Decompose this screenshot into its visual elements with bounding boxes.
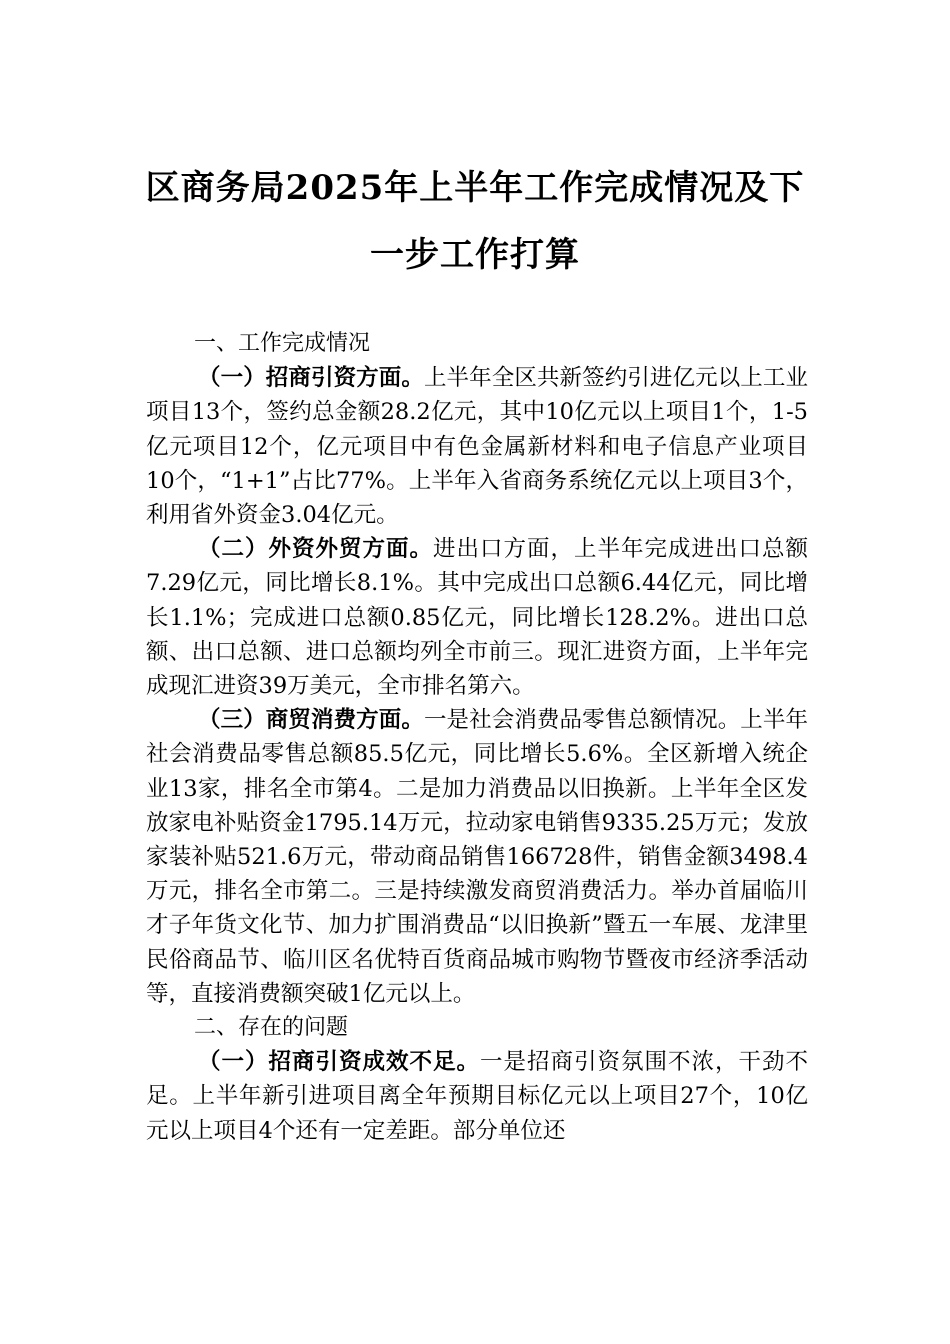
section-1-paragraph-3 (146, 703, 808, 1011)
document-title-line-1: 区商务局2025年上半年工作完成情况及下 (145, 168, 805, 208)
paragraph-text: 进出口方面，上半年完成进出口总额7.29亿元，同比增长8.1%。其中完成出口总额6.44亿元，同比增长1.1%；完成进口总额0.85亿元，同比增长128.2%。进出口总额、出口总额、进口总额均列全市前三。现汇进资方面，上半年完成现汇进资39万美元，全市排名第六。 (146, 536, 808, 700)
paragraph-lead: （一）招商引资方面。 (198, 365, 424, 392)
paragraph-lead: （一）招商引资成效不足。 (198, 1049, 480, 1076)
section-2-paragraph-1 (146, 1045, 808, 1148)
section-1-paragraph-2 (146, 532, 808, 703)
document-title-line-2: 一步工作打算 (370, 235, 580, 275)
paragraph-text: 一是社会消费品零售总额情况。上半年社会消费品零售总额85.5亿元，同比增长5.6%。全区新增入统企业13家，排名全市第4。二是加力消费品以旧换新。上半年全区发放家电补贴资金1795.14万元，拉动家电销售9335.25万元；发放家装补贴521.6万元，带动商品销售166728件，销售金额3498.4万元，排名全市第二。三是持续激发商贸消费活力。举办首届临川才子年货文化节、加力扩围消费品“以旧换新”暨五一车展、龙津里民俗商品节、临川区名优特百货商品城市购物节暨夜市经济季活动等，直接消费额突破1亿元以上。 (146, 707, 808, 1007)
paragraph-text: 一是招商引资氛围不浓，干劲不足。上半年新引进项目离全年预期目标亿元以上项目27个，10亿元以上项目4个还有一定差距。部分单位还 (146, 1049, 808, 1144)
paragraph-text: 上半年全区共新签约引进亿元以上工业项目13个，签约总金额28.2亿元，其中10亿元以上项目1个，1-5亿元项目12个，亿元项目中有色金属新材料和电子信息产业项目10个，“1+1”占比77%。上半年入省商务系统亿元以上项目3个，利用省外资金3.04亿元。 (146, 365, 808, 529)
section-1-paragraph-1 (146, 361, 808, 532)
paragraph-lead: （三）商贸消费方面。 (198, 707, 424, 734)
section-2-heading: 二、存在的问题 (194, 1015, 349, 1041)
section-1-heading: 一、工作完成情况 (194, 331, 371, 356)
paragraph-lead: （二）外资外贸方面。 (198, 536, 433, 563)
document-body (146, 327, 808, 1148)
